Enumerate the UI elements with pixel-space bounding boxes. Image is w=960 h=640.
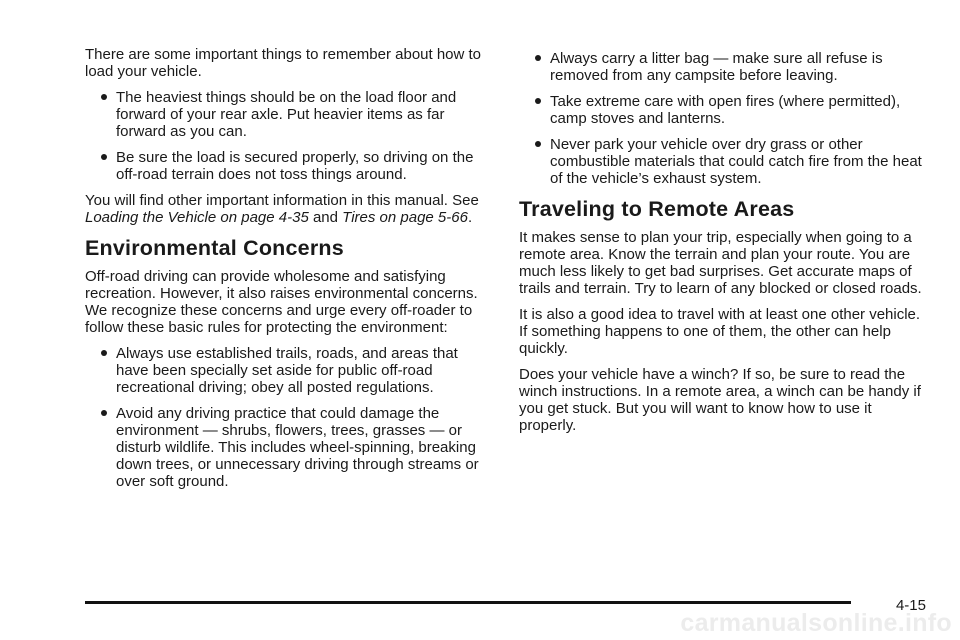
loading-intro-paragraph: There are some important things to remember about how to load your vehicle. xyxy=(85,46,482,80)
list-item-text: Always use established trails, roads, and areas that have been specially set aside for public off-road recreational driving; obey all posted regulations. xyxy=(116,345,458,396)
bullet-icon xyxy=(101,410,107,416)
bullet-icon xyxy=(101,350,107,356)
environmental-bullet-list xyxy=(85,345,489,490)
list-item xyxy=(519,136,923,187)
bullet-icon xyxy=(535,55,541,61)
remote-paragraph-other-vehicle: It is also a good idea to travel with at least one other vehicle. If something happens to one of them, the other can help quickly. xyxy=(519,306,921,357)
list-item xyxy=(85,89,489,140)
list-item xyxy=(519,50,923,84)
list-item xyxy=(85,149,489,183)
bullet-icon xyxy=(535,141,541,147)
list-item-text: Be sure the load is secured properly, so driving on the off-road terrain does not toss things around. xyxy=(116,149,474,183)
bullet-icon xyxy=(101,154,107,160)
list-item-text: Avoid any driving practice that could damage the environment — shrubs, flowers, trees, grasses — or disturb wildlife. This includes wheel-spinning, breaking down trees, or unnecessary driving through streams or over soft ground. xyxy=(116,405,479,490)
bullet-icon xyxy=(101,94,107,100)
reference-lead: You will find other important information in this manual. See xyxy=(85,192,479,209)
reference-end: . xyxy=(467,209,473,226)
right-column xyxy=(519,50,923,443)
list-item-text: The heaviest things should be on the load floor and forward of your rear axle. Put heavier items as far forward as you can. xyxy=(116,89,457,140)
list-item-text: Never park your vehicle over dry grass or other combustible materials that could catch fire from the heat of the vehicle’s exhaust system. xyxy=(550,136,922,187)
left-column xyxy=(85,46,489,499)
remote-paragraph-planning: It makes sense to plan your trip, especially when going to a remote area. Know the terrain and plan your route. You are much less likely to get bad surprises. Get accurate maps of trails and terrain. Try to learn of any blocked or closed roads. xyxy=(519,229,922,297)
list-item xyxy=(85,345,489,396)
page-number: 4-15 xyxy=(895,597,926,614)
remote-paragraph-winch: Does your vehicle have a winch? If so, be sure to read the winch instructions. In a remote area, a winch can be handy if you get stuck. But you will want to know how to use it properly. xyxy=(519,366,921,434)
list-item xyxy=(85,405,489,490)
reference-paragraph xyxy=(85,192,489,226)
environmental-bullet-list-continued xyxy=(519,50,923,187)
environmental-concerns-heading: Environmental Concerns xyxy=(85,236,344,260)
environmental-intro-paragraph: Off-road driving can provide wholesome and satisfying recreation. However, it also raises environmental concerns. We recognize these concerns and urge every off-roader to follow these basic rules for protecting the environment: xyxy=(85,268,478,336)
watermark: carmanualsonline.info xyxy=(680,609,952,637)
list-item xyxy=(519,93,923,127)
reference-link-loading[interactable]: Loading the Vehicle on page 4-35 xyxy=(85,209,309,226)
remote-areas-heading: Traveling to Remote Areas xyxy=(519,197,795,221)
reference-mid: and xyxy=(308,209,343,226)
bullet-icon xyxy=(535,98,541,104)
reference-link-tires[interactable]: Tires on page 5-66 xyxy=(342,209,468,226)
footer-rule xyxy=(85,601,851,604)
list-item-text: Always carry a litter bag — make sure all refuse is removed from any campsite before leaving. xyxy=(550,50,883,84)
loading-bullet-list xyxy=(85,89,489,183)
list-item-text: Take extreme care with open fires (where permitted), camp stoves and lanterns. xyxy=(550,93,901,127)
